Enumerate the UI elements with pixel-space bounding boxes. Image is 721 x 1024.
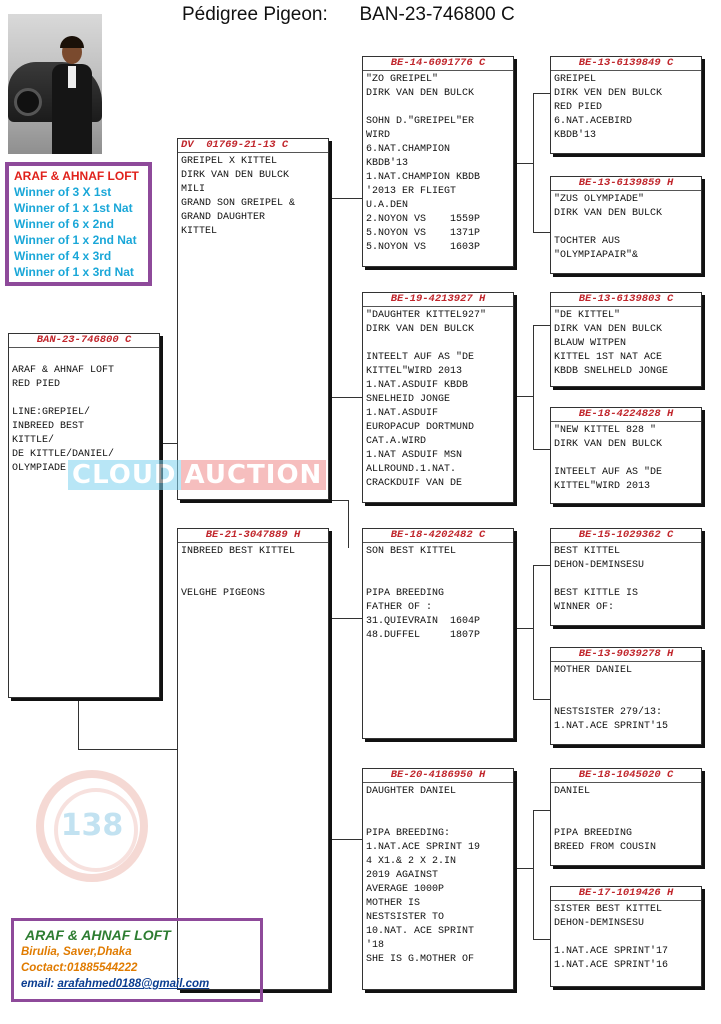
win-item: Winner of 6 x 2nd <box>14 217 114 231</box>
connector-line <box>328 839 363 840</box>
connector-line <box>533 565 551 566</box>
contact-address: Birulia, Saver,Dhaka <box>21 946 132 958</box>
watermark-cloud: CLOUD <box>68 460 181 490</box>
contact-box <box>11 918 263 1002</box>
ring-number: BE-13-6139803 C <box>551 293 701 307</box>
connector-line <box>160 443 178 444</box>
ring-number: BE-21-3047889 H <box>178 529 328 543</box>
badge-number: 138 <box>60 808 124 843</box>
contact-phone: Coctact:01885544222 <box>21 962 138 974</box>
connector-line <box>533 810 534 940</box>
badge-watermark <box>36 770 148 882</box>
grandparent-card <box>362 528 514 739</box>
connector-line <box>533 699 551 700</box>
email-label: email: <box>21 978 58 990</box>
ring-number: BE-13-9039278 H <box>551 648 701 662</box>
ring-number: BAN-23-746800 C <box>9 334 159 348</box>
great-grandparent-card <box>550 56 702 154</box>
great-grandparent-card <box>550 886 702 987</box>
pigeon-details: ARAF & AHNAF LOFT RED PIED LINE:GREPIEL/ INBREED BEST KITTLE/ DE KITTLE/DANIEL/ OLYMPIADE <box>12 365 115 474</box>
grandparent-card <box>362 292 514 503</box>
connector-line <box>514 163 534 164</box>
pigeon-details: INBREED BEST KITTEL VELGHE PIGEONS <box>181 546 296 599</box>
connector-line <box>328 397 363 398</box>
win-item: Winner of 1 x 1st Nat <box>14 201 133 215</box>
ring-number: BE-14-6091776 C <box>363 57 513 71</box>
pigeon-details: "ZO GREIPEL" DIRK VAN DEN BULCK SOHN D."GREIPEL"ER WIRD 6.NAT.CHAMPION KBDB'13 1.NAT.CHAMPION KBDB '2013 ER FLIEGT U.A.DEN 2.NOYON VS 1559P 5.NOYON VS 1371P 5.NOYON VS 1603P <box>366 74 481 253</box>
shirt-shape <box>68 66 76 88</box>
pigeon-details: SISTER BEST KITTEL DEHON-DEMINSESU 1.NAT.ACE SPRINT'17 1.NAT.ACE SPRINT'16 <box>554 904 669 971</box>
connector-line <box>514 868 534 869</box>
connector-line <box>78 749 178 750</box>
connector-line <box>514 628 534 629</box>
pigeon-details: "ZUS OLYMPIADE" DIRK VAN DEN BULCK TOCHTER AUS "OLYMPIAPAIR"& <box>554 194 663 261</box>
pigeon-details: "NEW KITTEL 828 " DIRK VAN DEN BULCK INTEELT AUF AS "DE KITTEL"WIRD 2013 <box>554 425 663 492</box>
cloud-auction-watermark <box>68 460 326 490</box>
pigeon-details: MOTHER DANIEL NESTSISTER 279/13: 1.NAT.ACE SPRINT'15 <box>554 665 669 732</box>
pigeon-details: DANIEL PIPA BREEDING BREED FROM COUSIN <box>554 786 657 853</box>
connector-line <box>328 618 363 619</box>
great-grandparent-card <box>550 528 702 626</box>
connector-line <box>533 810 551 811</box>
connector-line <box>328 198 363 199</box>
email-link[interactable]: arafahmed0188@gmail.com <box>57 978 210 990</box>
ring-number: BE-19-4213927 H <box>363 293 513 307</box>
owner-photo <box>8 14 102 154</box>
pigeon-details: GREIPEL X KITTEL DIRK VAN DEN BULCK MILI GRAND SON GREIPEL & GRAND DAUGHTER KITTEL <box>181 156 296 237</box>
pigeon-details: BEST KITTEL DEHON-DEMINSESU BEST KITTLE IS WINNER OF: <box>554 546 645 613</box>
wheel-shape <box>14 88 42 116</box>
ring-number: DV 01769-21-13 C <box>178 139 328 153</box>
connector-line <box>78 698 79 750</box>
contact-name: ARAF & AHNAF LOFT <box>25 927 171 943</box>
connector-line <box>533 232 551 233</box>
subject-pigeon-card <box>8 333 160 698</box>
ring-number: BE-13-6139849 C <box>551 57 701 71</box>
win-item: Winner of 1 x 2nd Nat <box>14 233 137 247</box>
pigeon-details: DAUGHTER DANIEL PIPA BREEDING: 1.NAT.ACE SPRINT 19 4 X1.& 2 X 2.IN 2019 AGAINST AVERAGE 1000P MOTHER IS NESTSISTER TO 10.NAT. ACE SPRINT '18 SHE IS G.MOTHER OF <box>366 786 481 965</box>
great-grandparent-card <box>550 292 702 387</box>
win-item: Winner of 3 X 1st <box>14 185 112 199</box>
ring-number: BE-20-4186950 H <box>363 769 513 783</box>
grandparent-card <box>362 56 514 267</box>
connector-line <box>533 325 551 326</box>
ring-number: BE-18-1045020 C <box>551 769 701 783</box>
ring-number: BE-13-6139859 H <box>551 177 701 191</box>
pigeon-details: "DE KITTEL" DIRK VAN DEN BULCK BLAUW WITPEN KITTEL 1ST NAT ACE KBDB SNELHELD JONGE <box>554 310 669 377</box>
ring-number: BE-18-4202482 C <box>363 529 513 543</box>
contact-email-row <box>21 976 260 992</box>
loft-achievements-box <box>5 162 152 286</box>
sire-card <box>177 138 329 500</box>
connector-line <box>329 500 349 501</box>
hair-shape <box>60 36 84 48</box>
watermark-auction: AUCTION <box>181 460 327 490</box>
connector-line <box>533 325 534 450</box>
great-grandparent-card <box>550 407 702 504</box>
connector-line <box>533 565 534 700</box>
great-grandparent-card <box>550 768 702 866</box>
win-item: Winner of 4 x 3rd <box>14 249 112 263</box>
great-grandparent-card <box>550 647 702 745</box>
connector-line <box>533 93 551 94</box>
ring-number: BE-17-1019426 H <box>551 887 701 901</box>
pigeon-details: GREIPEL DIRK VEN DEN BULCK RED PIED 6.NAT.ACEBIRD KBDB'13 <box>554 74 663 141</box>
connector-line <box>514 396 534 397</box>
great-grandparent-card <box>550 176 702 274</box>
page-title: Pédigree Pigeon: BAN-23-746800 C <box>182 4 515 25</box>
ring-number: BE-18-4224828 H <box>551 408 701 422</box>
pigeon-details: "DAUGHTER KITTEL927" DIRK VAN DEN BULCK INTEELT AUF AS "DE KITTEL"WIRD 2013 1.NAT.ASDUIF KBDB SNELHEID JONGE 1.NAT.ASDUIF EUROPACUP DORTMUND CAT.A.WIRD 1.NAT ASDUIF MSN ALLROUND.1.NAT. CRACKDUIF VAN DE <box>366 310 487 489</box>
grandparent-card <box>362 768 514 990</box>
pigeon-details: SON BEST KITTEL PIPA BREEDING FATHER OF : 31.QUIEVRAIN 1604P 48.DUFFEL 1807P <box>366 546 481 641</box>
win-item: Winner of 1 x 3rd Nat <box>14 265 134 279</box>
connector-line <box>533 449 551 450</box>
connector-line <box>348 500 349 548</box>
connector-line <box>533 939 551 940</box>
loft-heading: ARAF & AHNAF LOFT <box>14 169 139 183</box>
ring-number: BE-15-1029362 C <box>551 529 701 543</box>
